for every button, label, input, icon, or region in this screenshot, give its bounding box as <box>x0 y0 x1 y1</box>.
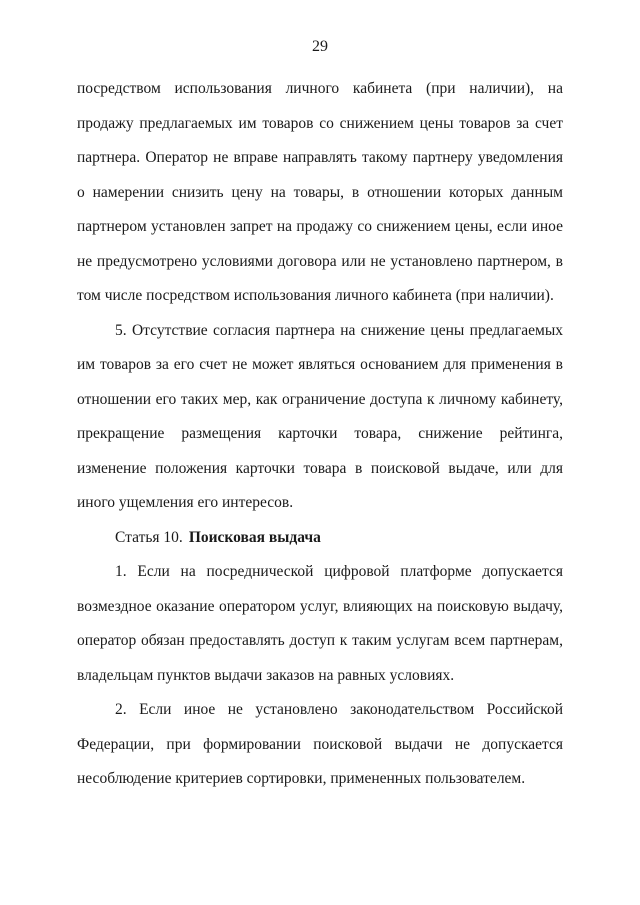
article-title: Поисковая выдача <box>188 528 321 546</box>
paragraph-item-5: 5. Отсутствие согласия партнера на снижение цены предлагаемых им товаров за его счет не может являться основанием для применения в отношении его таких мер, как ограничение доступа к личному кабинету, прекращение размещения карточки товара, снижение рейтинга, изменение положения карточки товара в поисковой выдаче, или для иного ущемления его интересов. <box>77 321 563 511</box>
document-body <box>77 72 563 797</box>
paragraph-article10-item-1: 1. Если на посреднической цифровой платформе допускается возмездное оказание оператором услуг, влияющих на поисковую выдачу, оператор обязан предоставлять доступ к таким услугам всем партнерам, владельцам пунктов выдачи заказов на равных условиях. <box>77 563 563 684</box>
paragraph-article10-item-2: 2. Если иное не установлено законодательством Российской Федерации, при формировании поисковой выдачи не допускается несоблюдение критериев сортировки, примененных пользователем. <box>77 701 563 787</box>
article-number: Статья 10. <box>115 528 183 546</box>
page-number: 29 <box>312 38 328 55</box>
paragraph-continuation: посредством использования личного кабинета (при наличии), на продажу предлагаемых им товаров со снижением цены товаров за счет партнера. Оператор не вправе направлять такому партнеру уведомления о намерении снизить цену на товары, в отношении которых данным партнером установлен запрет на продажу со снижением цены, если иное не предусмотрено условиями договора или не установлено партнером, в том числе посредством использования личного кабинета (при наличии). <box>77 80 563 304</box>
article-heading <box>77 521 563 556</box>
